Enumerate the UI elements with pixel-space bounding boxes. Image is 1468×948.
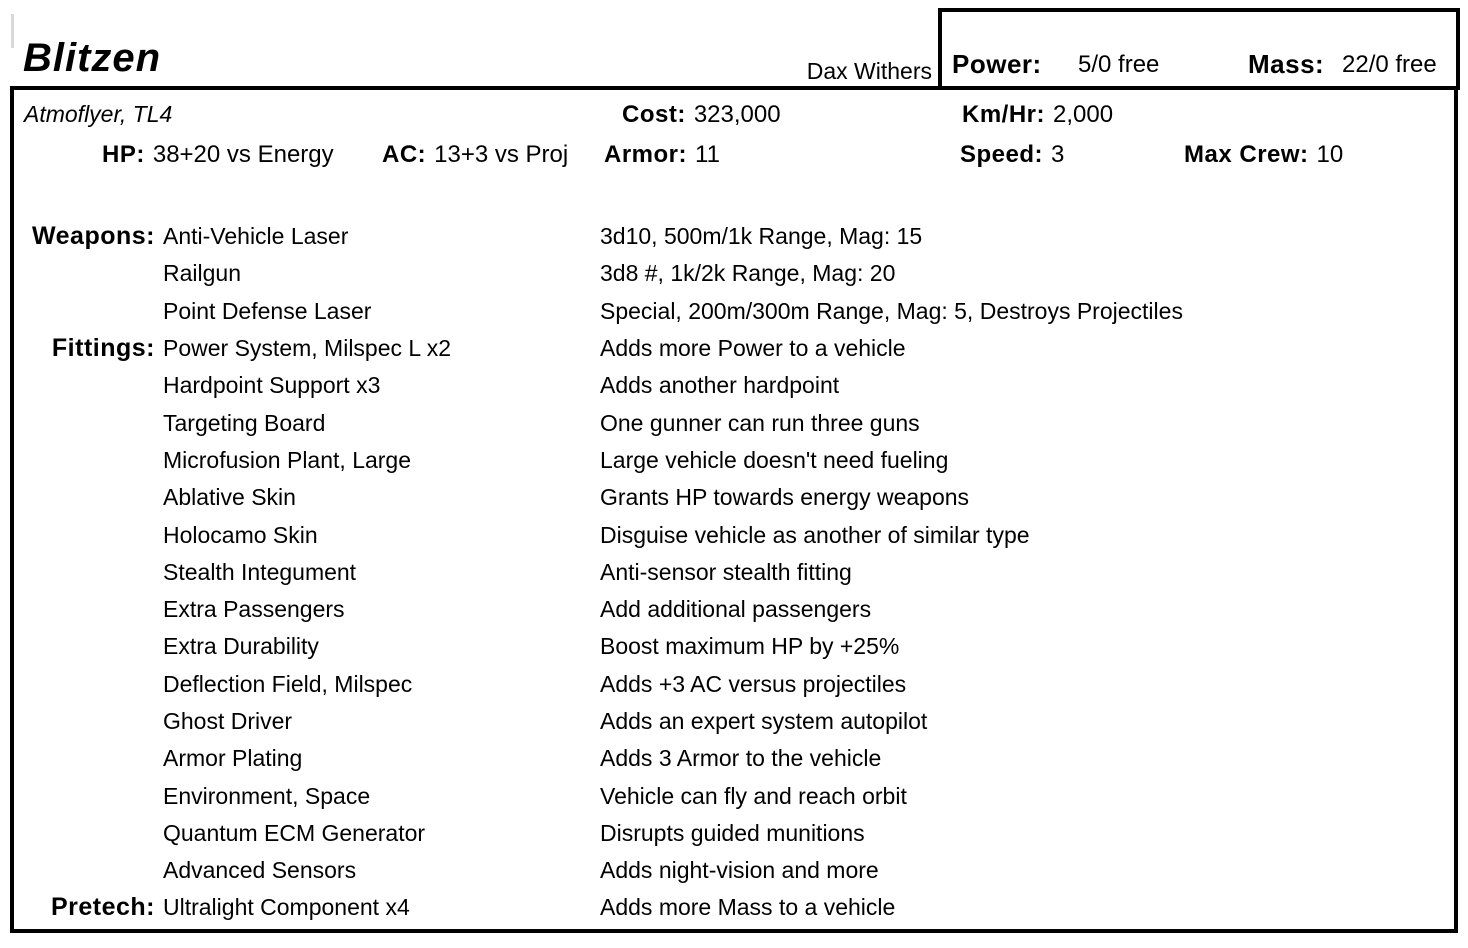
hp-value: 38+20 vs Energy	[152, 141, 334, 168]
list-item	[14, 516, 1454, 553]
equipment-list	[14, 218, 1454, 927]
speed-value: 3	[1051, 141, 1065, 168]
list-item	[14, 367, 1454, 404]
item-description: Large vehicle doesn't need fueling	[600, 446, 949, 473]
item-name: Deflection Field, Milspec	[163, 670, 413, 697]
section-label: Fittings:	[51, 334, 155, 363]
vehicle-name-title: Blitzen	[23, 36, 162, 80]
item-name: Ultralight Component x4	[163, 894, 410, 921]
cost-stat	[622, 101, 781, 129]
power-mass-box	[938, 8, 1460, 90]
item-description: Adds another hardpoint	[600, 372, 840, 399]
list-item	[14, 554, 1454, 591]
list-item	[14, 591, 1454, 628]
item-description: Adds more Power to a vehicle	[600, 335, 906, 362]
item-name: Point Defense Laser	[163, 297, 372, 324]
cost-value: 323,000	[693, 101, 781, 128]
power-value: 5/0 free	[1078, 51, 1160, 78]
vehicle-type: Atmoflyer, TL4	[24, 101, 173, 127]
maxcrew-label: Max Crew:	[1184, 141, 1309, 168]
item-description: Adds night-vision and more	[600, 857, 879, 884]
item-description: Adds 3 Armor to the vehicle	[600, 745, 882, 772]
kmhr-value: 2,000	[1053, 101, 1114, 128]
section-label: Weapons:	[32, 222, 155, 251]
item-name: Ablative Skin	[163, 484, 296, 511]
item-description: 3d10, 500m/1k Range, Mag: 15	[600, 223, 923, 250]
stat-block	[10, 86, 1458, 933]
item-name: Environment, Space	[163, 782, 371, 809]
list-item	[14, 293, 1454, 330]
maxcrew-value: 10	[1316, 141, 1344, 168]
item-name: Advanced Sensors	[163, 857, 357, 884]
item-description: Disrupts guided munitions	[600, 819, 865, 846]
list-item	[14, 666, 1454, 703]
kmhr-label: Km/Hr:	[962, 101, 1046, 128]
armor-label: Armor:	[604, 141, 688, 168]
item-name: Extra Passengers	[163, 596, 345, 623]
list-item	[14, 777, 1454, 814]
hp-label: HP:	[102, 141, 145, 168]
list-item	[14, 703, 1454, 740]
item-name: Holocamo Skin	[163, 521, 318, 548]
item-description: Adds an expert system autopilot	[600, 708, 928, 734]
item-description: Vehicle can fly and reach orbit	[600, 782, 907, 809]
ac-label: AC:	[382, 141, 427, 168]
item-name: Ghost Driver	[163, 708, 293, 734]
list-item	[14, 479, 1454, 516]
item-name: Power System, Milspec L x2	[163, 335, 452, 362]
author-name: Dax Withers	[806, 58, 932, 84]
ac-value: 13+3 vs Proj	[434, 141, 569, 168]
list-item	[14, 255, 1454, 292]
item-name: Hardpoint Support x3	[163, 372, 381, 399]
item-description: 3d8 #, 1k/2k Range, Mag: 20	[600, 260, 896, 287]
item-description: Disguise vehicle as another of similar type	[600, 521, 1030, 548]
list-item	[14, 815, 1454, 852]
list-item	[14, 628, 1454, 665]
ac-stat	[382, 141, 568, 169]
armor-value: 11	[695, 141, 720, 168]
item-name: Quantum ECM Generator	[163, 819, 426, 846]
item-description: Boost maximum HP by +25%	[600, 633, 900, 660]
power-label: Power:	[952, 49, 1042, 79]
text-cursor-mark	[11, 14, 14, 48]
list-item	[14, 852, 1454, 889]
armor-stat	[604, 141, 720, 169]
item-name: Extra Durability	[163, 633, 319, 660]
section-label: Pretech:	[50, 893, 155, 922]
speed-label: Speed:	[960, 141, 1044, 168]
item-name: Stealth Integument	[163, 558, 357, 585]
item-description: One gunner can run three guns	[600, 409, 920, 436]
mass-value: 22/0 free	[1342, 51, 1437, 78]
list-item	[14, 218, 1454, 255]
item-description: Special, 200m/300m Range, Mag: 5, Destroys Projectiles	[600, 297, 1183, 324]
list-item	[14, 740, 1454, 777]
list-item	[14, 330, 1454, 367]
cost-label: Cost:	[622, 101, 686, 128]
item-description: Adds +3 AC versus projectiles	[600, 670, 907, 697]
item-name: Microfusion Plant, Large	[163, 446, 412, 473]
item-description: Anti-sensor stealth fitting	[600, 558, 852, 585]
hp-stat	[102, 141, 334, 169]
item-name: Armor Plating	[163, 745, 303, 772]
speed-stat	[960, 141, 1064, 169]
item-description: Grants HP towards energy weapons	[600, 484, 970, 511]
list-item	[14, 889, 1454, 926]
list-item	[14, 442, 1454, 479]
mass-label: Mass:	[1248, 49, 1325, 79]
maxcrew-stat	[1184, 141, 1343, 169]
item-name: Targeting Board	[163, 409, 326, 436]
item-name: Anti-Vehicle Laser	[163, 223, 349, 250]
list-item	[14, 404, 1454, 441]
item-description: Adds more Mass to a vehicle	[600, 894, 896, 921]
item-name: Railgun	[163, 260, 241, 287]
kmhr-stat	[962, 101, 1113, 129]
item-description: Add additional passengers	[600, 596, 872, 623]
